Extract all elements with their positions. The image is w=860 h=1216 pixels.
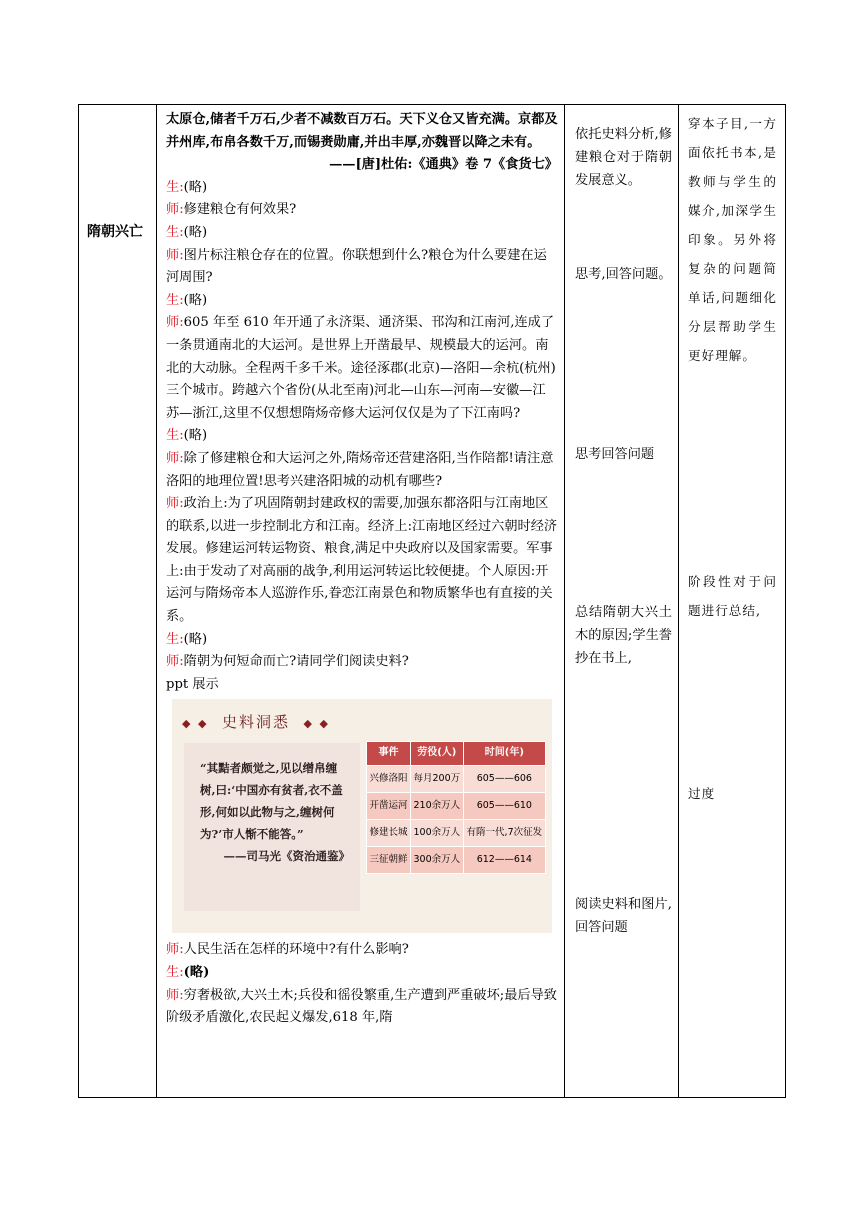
dialogue-text: 605 年至 610 年开通了永济渠、通济渠、邗沟和江南河,连成了一条贯通南北的大运河。是世界上开凿最早、规模最大的运河。南北的大动脉。全程两千多千米。途径涿郡(北京)—洛阳—余杭(杭州)三个城市。跨越六个省份(从北至南)河北—山东—河南—安徽—江苏—浙江,这里不仅想想隋炀帝修大运河仅仅是为了下江南吗? [166, 315, 556, 421]
speaker-label: 师 [166, 315, 180, 331]
dialogue-line: 师:605 年至 610 年开通了永济渠、通济渠、邗沟和江南河,连成了一条贯通南北的大运河。是世界上开凿最早、规模最大的运河。南北的大动脉。全程两千多千米。途径涿郡(北京)—洛阳—余杭(杭州)三个城市。跨越六个省份(从北至南)河北—山东—河南—安徽—江苏—浙江,这里不仅想想隋炀帝修大运河仅仅是为了下江南吗? [166, 315, 556, 421]
table-row: 三征朝鲜 300余万人 612——614 [367, 847, 546, 874]
dialogue-line: 师:隋朝为何短命而亡?请同学们阅读史料? [166, 654, 409, 670]
dialogue-line: 师:政治上:为了巩固隋朝封建政权的需要,加强东都洛阳与江南地区的联系,以进一步控制北方和江南。经济上:江南地区经过六朝时经济发展。修建运河转运物资、粮食,满足中央政府以及国家需要。军事上:由于发动了对高丽的战争,利用运河转运比较便捷。个人原因:开运河与隋炀帝本人巡游作乐,眷恋江南景色和物质繁华也有直接的关系。 [166, 496, 558, 625]
labor-table [366, 741, 546, 874]
dialogue-text: 政治上:为了巩固隋朝封建政权的需要,加强东都洛阳与江南地区的联系,以进一步控制北方和江南。经济上:江南地区经过六朝时经济发展。修建运河转运物资、粮食,满足中央政府以及国家需要。军事上:由于发动了对高丽的战争,利用运河转运比较便捷。个人原因:开运河与隋炀帝本人巡游作乐,眷恋江南景色和物质繁华也有直接的关系。 [166, 496, 558, 625]
stage-cell [79, 105, 157, 1098]
slide-quote: “其黠者颇觉之,见以缯帛缠树,曰:‘中国亦有贫者,衣不盖形,何如以此物与之,缠树何为?’市人惭不能答。” ——司马光《资治通鉴》 [184, 743, 360, 911]
speaker-label: 师 [166, 654, 180, 670]
speaker-label: 师 [166, 450, 180, 466]
dialogue-line: 生:(略) [166, 965, 210, 981]
dialogue-text: 隋朝为何短命而亡?请同学们阅读史料? [183, 654, 409, 670]
ppt-slide-image [172, 699, 552, 933]
dialogue-line: 师:除了修建粮仓和大运河之外,隋炀帝还营建洛阳,当作陪都!请注意洛阳的地理位置!思考兴建洛阳城的动机有哪些? [166, 450, 554, 489]
dialogue-text: (略) [183, 224, 208, 240]
dialogue-text: (略) [183, 179, 208, 195]
dialogue-line: 生:(略) [166, 224, 208, 240]
dialogue-text: (略) [183, 631, 208, 647]
table-header: 时间(年) [463, 742, 545, 766]
speaker-label: 生 [166, 292, 180, 308]
dialogue-text: (略) [183, 965, 210, 981]
teaching-process [157, 105, 564, 1030]
slide-quote-source: ——司马光《资治通鉴》 [223, 849, 350, 864]
col3-note: 思考回答问题 [575, 447, 655, 462]
speaker-label: 生 [166, 179, 180, 195]
dialogue-line: 师:穷奢极欲,大兴土木;兵役和徭役繁重,生产遭到严重破坏;最后导致阶级矛盾激化,农民起义爆发,618 年,隋 [166, 987, 557, 1026]
dialogue-text: 穷奢极欲,大兴土木;兵役和徭役繁重,生产遭到严重破坏;最后导致阶级矛盾激化,农民起义爆发,618 年,隋 [166, 987, 557, 1026]
dialogue-list-after [166, 939, 558, 1029]
dialogue-line: 师:修建粮仓有何效果? [166, 202, 297, 218]
col3-note: 依托史料分析,修建粮仓对于隋朝发展意义。 [575, 127, 672, 188]
dialogue-text: 图片标注粮仓存在的位置。你联想到什么?粮仓为什么要建在运河周围? [166, 247, 547, 286]
col3-note: 总结隋朝大兴土木的原因;学生誊抄在书上, [575, 605, 672, 666]
dialogue-list [166, 177, 558, 674]
speaker-label: 师 [166, 496, 180, 512]
speaker-label: 生 [166, 631, 180, 647]
table-header: 劳役(人) [410, 742, 463, 766]
dialogue-line: 生:(略) [166, 292, 208, 308]
speaker-label: 师 [166, 202, 180, 218]
table-row: 兴修洛阳 每月200万 605——606 [367, 766, 546, 793]
dialogue-line: 生:(略) [166, 428, 208, 444]
design-intent-cell [679, 105, 786, 1098]
table-row: 开凿运河 210余万人 605——610 [367, 793, 546, 820]
dialogue-text: (略) [183, 428, 208, 444]
dialogue-line: 生:(略) [166, 179, 208, 195]
speaker-label: 生 [166, 428, 180, 444]
dialogue-text: 人民生活在怎样的环境中?有什么影响? [183, 942, 409, 958]
speaker-label: 生 [166, 224, 180, 240]
col4-note: 过度 [688, 786, 716, 801]
col4-note: 阶段性对于问题进行总结, [688, 574, 777, 618]
slide-heading: ◆ ◆ 史料洞悉 ◆ ◆ [182, 713, 330, 732]
speaker-label: 师 [166, 987, 180, 1003]
stage-label: 隋朝兴亡 [87, 224, 143, 240]
speaker-label: 师 [166, 942, 180, 958]
source-quote: 太原仓,储者千万石,少者不减数百万石。天下义仓又皆充满。京都及并州库,布帛各数千万,而锡赉勋庸,并出丰厚,亦魏晋以降之未有。 [166, 112, 558, 150]
lesson-plan-table [78, 104, 786, 1098]
dialogue-line: 师:人民生活在怎样的环境中?有什么影响? [166, 942, 409, 958]
speaker-label: 师 [166, 247, 180, 263]
col3-note: 阅读史料和图片,回答问题 [575, 897, 672, 935]
source-citation: ——[唐]杜佑:《通典》卷 7《食货七》 [329, 157, 558, 173]
dialogue-line: 生:(略) [166, 631, 208, 647]
table-header: 事件 [367, 742, 411, 766]
dialogue-text: (略) [183, 292, 208, 308]
dialogue-line: 师:图片标注粮仓存在的位置。你联想到什么?粮仓为什么要建在运河周围? [166, 247, 547, 286]
dialogue-text: 除了修建粮仓和大运河之外,隋炀帝还营建洛阳,当作陪都!请注意洛阳的地理位置!思考兴建洛阳城的动机有哪些? [166, 450, 554, 489]
student-activity-cell [565, 105, 679, 1098]
teaching-process-cell [157, 105, 565, 1098]
table-row: 修建长城 100余万人 有隋一代,7次征发 [367, 820, 546, 847]
speaker-label: 生 [166, 965, 180, 981]
dialogue-text: 修建粮仓有何效果? [183, 202, 297, 218]
ppt-label: ppt 展示 [166, 676, 219, 692]
col4-note: 穿本子目,一方面依托书本,是教师与学生的媒介,加深学生印象。另外将复杂的问题简单话,问题细化分层帮助学生更好理解。 [688, 116, 777, 363]
col3-note: 思考,回答问题。 [575, 267, 672, 282]
